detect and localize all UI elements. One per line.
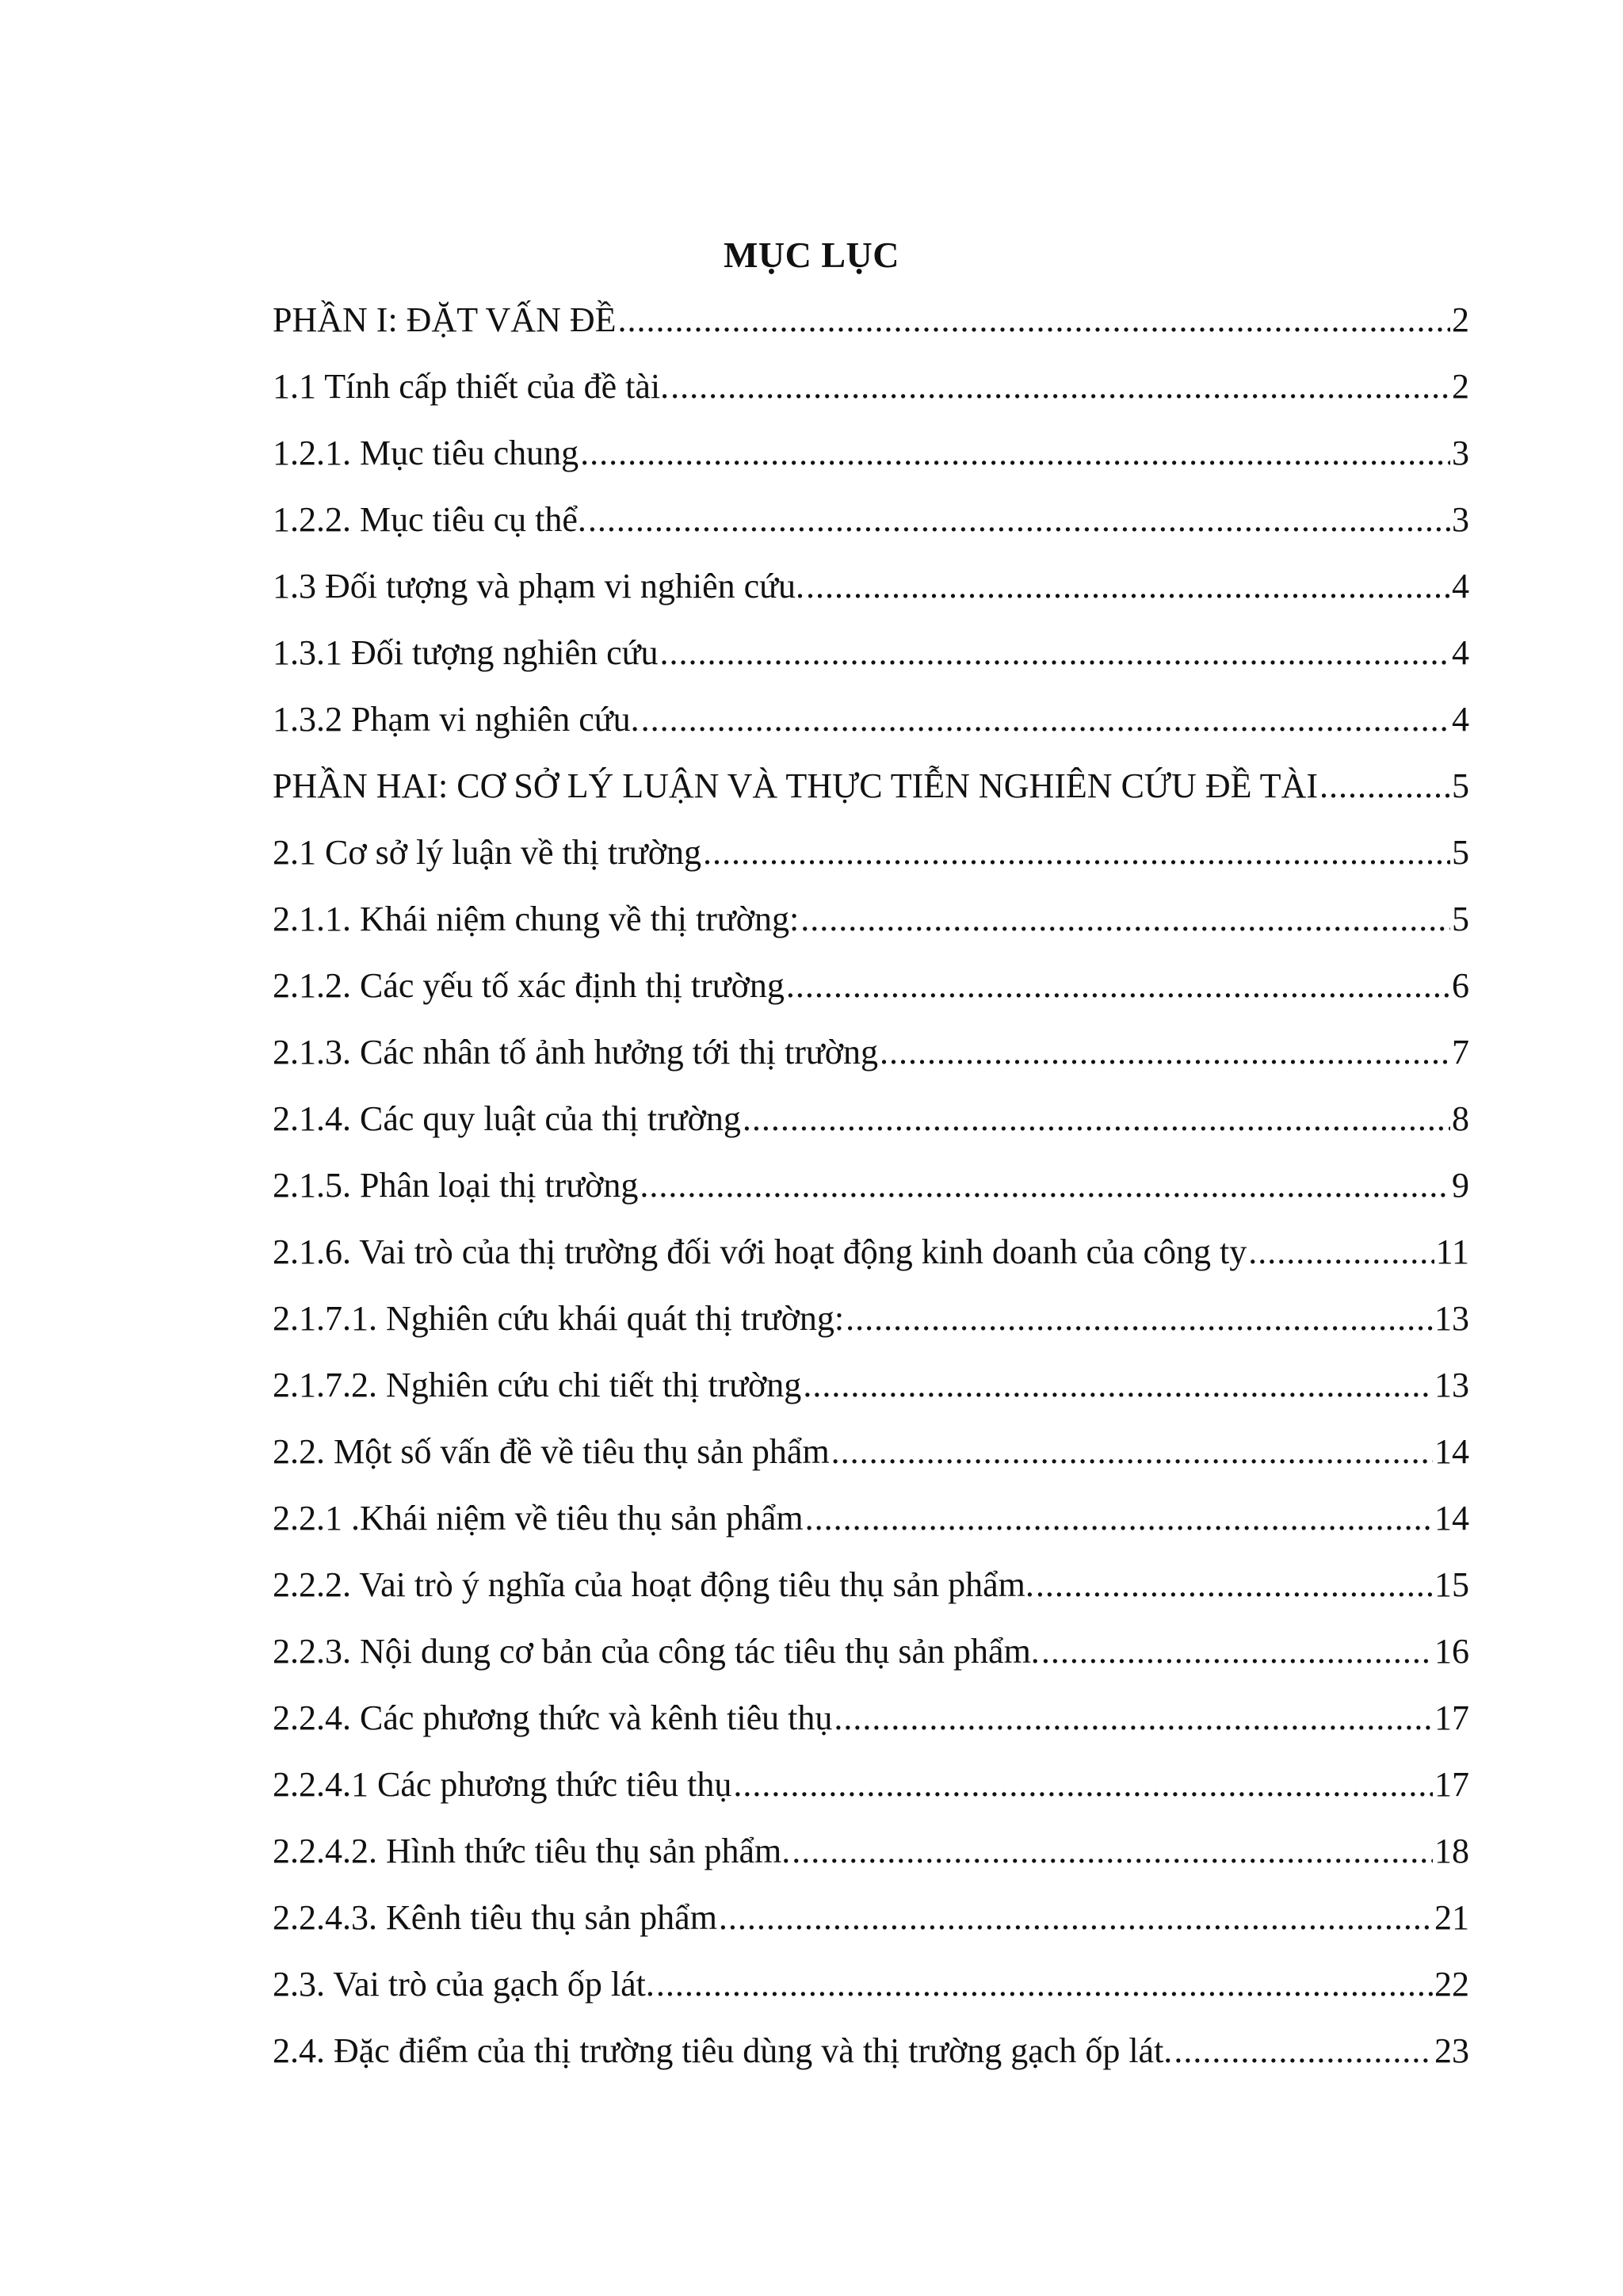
toc-page-number: 2	[1452, 367, 1469, 406]
toc-entry-text: 2.1.2. Các yếu tố xác định thị trường	[273, 966, 785, 1005]
toc-page-number: 11	[1435, 1232, 1469, 1271]
toc-entry-text: 2.1.3. Các nhân tố ảnh hưởng tới thị trường	[273, 1033, 878, 1072]
dot-leader	[803, 1352, 1433, 1419]
toc-entry[interactable]	[273, 1086, 1469, 1152]
toc-entry[interactable]	[273, 620, 1469, 686]
toc-page-number: 13	[1434, 1299, 1469, 1338]
dot-leader	[1319, 753, 1450, 819]
toc-page-number: 2	[1452, 300, 1469, 339]
dot-leader	[1174, 2018, 1433, 2084]
dot-leader	[743, 1086, 1450, 1152]
toc-entry[interactable]	[273, 1419, 1469, 1485]
toc-entry-text: 1.3.2 Phạm vi nghiên cứu.	[273, 700, 640, 739]
dot-leader	[641, 686, 1450, 753]
dot-leader	[786, 953, 1450, 1019]
toc-entry[interactable]	[273, 553, 1469, 620]
toc-entry[interactable]	[273, 1752, 1469, 1818]
toc-page-number: 5	[1452, 766, 1469, 805]
toc-entry-text: 1.3.1 Đối tượng nghiên cứu	[273, 633, 659, 672]
toc-page-number: 23	[1434, 2031, 1469, 2070]
toc-entry-text: 2.2.4.1 Các phương thức tiêu thụ	[273, 1765, 732, 1804]
toc-page-number: 16	[1434, 1632, 1469, 1671]
dot-leader	[1041, 1618, 1433, 1685]
toc-page-number: 9	[1452, 1166, 1469, 1205]
toc-page-number: 17	[1434, 1765, 1469, 1804]
toc-entry[interactable]	[273, 487, 1469, 553]
toc-page-number: 5	[1452, 900, 1469, 938]
toc-entry-text: 2.1.7.1. Nghiên cứu khái quát thị trường:	[273, 1299, 845, 1338]
dot-leader	[834, 1685, 1433, 1752]
toc-entry-text: 2.1.1. Khái niệm chung về thị trường:	[273, 900, 800, 938]
toc-entry[interactable]	[273, 886, 1469, 953]
toc-entry[interactable]	[273, 420, 1469, 487]
toc-entry-text: 2.2.4. Các phương thức và kênh tiêu thụ	[273, 1698, 833, 1737]
toc-page-number: 3	[1452, 500, 1469, 539]
dot-leader	[1248, 1219, 1434, 1286]
toc-entry[interactable]	[273, 686, 1469, 753]
toc-entry[interactable]	[273, 1219, 1469, 1286]
dot-leader	[806, 553, 1450, 620]
toc-entry-text: 2.2.2. Vai trò ý nghĩa của hoạt động tiêu thụ sản phẩm.	[273, 1565, 1034, 1604]
toc-entry[interactable]	[273, 753, 1469, 819]
dot-leader	[719, 1885, 1433, 1951]
dot-leader	[880, 1019, 1450, 1086]
toc-entry-text: 2.1.4. Các quy luật của thị trường	[273, 1099, 741, 1138]
toc-entry-text: 1.2.2. Mục tiêu cụ thể.	[273, 500, 586, 539]
dot-leader	[640, 1152, 1450, 1219]
toc-entry[interactable]	[273, 1685, 1469, 1752]
toc-entry[interactable]	[273, 1152, 1469, 1219]
toc-page-number: 4	[1452, 567, 1469, 606]
dot-leader	[831, 1419, 1433, 1485]
dot-leader	[733, 1752, 1433, 1818]
dot-leader	[805, 1485, 1433, 1552]
toc-page-number: 5	[1452, 833, 1469, 872]
dot-leader	[800, 886, 1450, 953]
toc-page-number: 3	[1452, 434, 1469, 472]
toc-entry-text: 2.3. Vai trò của gạch ốp lát.	[273, 1965, 655, 2004]
toc-entry-text: 2.1.7.2. Nghiên cứu chi tiết thị trường	[273, 1366, 802, 1404]
toc-entry[interactable]	[273, 1352, 1469, 1419]
toc-page-number: 14	[1434, 1432, 1469, 1471]
toc-page-number: 15	[1434, 1565, 1469, 1604]
toc-entry-text: 1.1 Tính cấp thiết của đề tài.	[273, 367, 670, 406]
toc-entry-text: 2.1 Cơ sở lý luận về thị trường	[273, 833, 701, 872]
toc-entry-text: 1.3 Đối tượng và phạm vi nghiên cứu.	[273, 567, 804, 606]
toc-entry[interactable]	[273, 1818, 1469, 1885]
toc-entry[interactable]	[273, 353, 1469, 420]
toc-entry[interactable]	[273, 287, 1469, 353]
toc-entry-text: 2.1.5. Phân loại thị trường	[273, 1166, 639, 1205]
toc-entry[interactable]	[273, 1019, 1469, 1086]
toc-page-number: 14	[1434, 1499, 1469, 1538]
toc-entry[interactable]	[273, 1552, 1469, 1618]
toc-entry[interactable]	[273, 1951, 1469, 2018]
toc-page-number: 4	[1452, 700, 1469, 739]
dot-leader	[656, 1951, 1433, 2018]
toc-entry[interactable]	[273, 1485, 1469, 1552]
toc-entry-text: 2.2.4.2. Hình thức tiêu thụ sản phẩm.	[273, 1832, 791, 1870]
table-of-contents	[273, 287, 1469, 2084]
toc-page-number: 6	[1452, 966, 1469, 1005]
toc-entry-text: 2.1.6. Vai trò của thị trường đối với hoạt động kinh doanh của công ty	[273, 1232, 1247, 1271]
toc-entry[interactable]	[273, 1286, 1469, 1352]
dot-leader	[618, 287, 1451, 353]
toc-entry-text: 2.2. Một số vấn đề về tiêu thụ sản phẩm	[273, 1432, 830, 1471]
toc-page-number: 21	[1434, 1898, 1469, 1937]
toc-entry-text: 2.2.1 .Khái niệm về tiêu thụ sản phẩm	[273, 1499, 804, 1538]
dot-leader	[1036, 1552, 1433, 1618]
dot-leader	[846, 1286, 1433, 1352]
toc-page-number: 7	[1452, 1033, 1469, 1072]
toc-entry-text: 2.4. Đặc điểm của thị trường tiêu dùng và thị trường gạch ốp lát.	[273, 2031, 1173, 2070]
toc-entry-text: 2.2.3. Nội dung cơ bản của công tác tiêu thụ sản phẩm.	[273, 1632, 1040, 1671]
dot-leader	[588, 487, 1450, 553]
toc-entry[interactable]	[273, 953, 1469, 1019]
toc-entry-text: PHẦN HAI: CƠ SỞ LÝ LUẬN VÀ THỰC TIỄN NGHIÊN CỨU ĐỀ TÀI	[273, 766, 1318, 805]
dot-leader	[792, 1818, 1433, 1885]
toc-page-number: 13	[1434, 1366, 1469, 1404]
toc-entry[interactable]	[273, 819, 1469, 886]
toc-page-number: 4	[1452, 633, 1469, 672]
dot-leader	[670, 353, 1450, 420]
toc-entry[interactable]	[273, 2018, 1469, 2084]
toc-entry[interactable]	[273, 1885, 1469, 1951]
dot-leader	[703, 819, 1450, 886]
toc-entry-text: 1.2.1. Mục tiêu chung	[273, 434, 579, 472]
page-title: MỤC LỤC	[724, 235, 899, 275]
toc-page-number: 17	[1434, 1698, 1469, 1737]
toc-entry-text: 2.2.4.3. Kênh tiêu thụ sản phẩm	[273, 1898, 717, 1937]
toc-entry[interactable]	[273, 1618, 1469, 1685]
toc-page-number: 18	[1434, 1832, 1469, 1870]
toc-page-number: 8	[1452, 1099, 1469, 1138]
toc-entry-text: PHẦN I: ĐẶT VẤN ĐỀ	[273, 300, 617, 339]
dot-leader	[659, 620, 1450, 686]
dot-leader	[580, 420, 1450, 487]
toc-page-number: 22	[1434, 1965, 1469, 2004]
